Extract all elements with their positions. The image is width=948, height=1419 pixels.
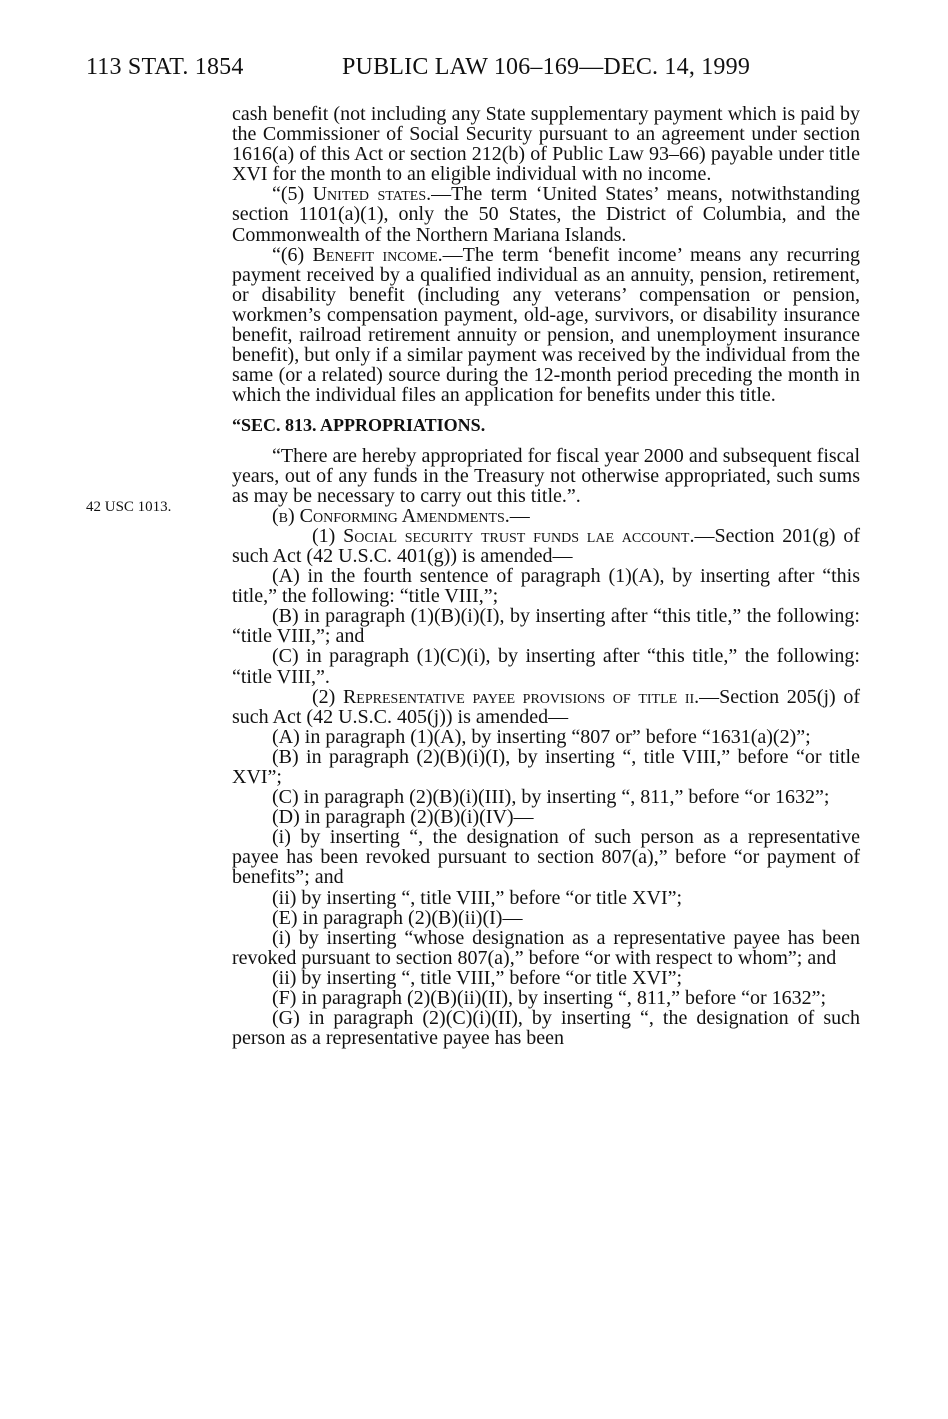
statute-page-number: 113 STAT. 1854: [86, 54, 244, 80]
paragraph-b1b: (B) in paragraph (1)(B)(i)(I), by inserting after “this title,” the following: “title VIII,”; and: [232, 605, 860, 648]
text-united-states: —The term ‘United States’ means, notwithstanding section 1101(a)(1), only the 50 States, the District of Columbia, and the Commonwealth of the Northern Mariana Islands.: [232, 183, 860, 246]
text-benefit-income: —The term ‘benefit income’ means any recurring payment received by a qualified individual as an annuity, pension, retirement, or disability benefit (including any veterans’ compensation or pension, workmen’s compensation payment, old-age, survivors, or disability insurance benefit, railroad retirement annuity or pension, and unemployment insurance benefit), but only if a similar payment was received by the individual from the same (or a related) source during the 12-month period preceding the month in which the individual files an application for benefits under this title.: [232, 243, 860, 407]
document-body: [232, 104, 860, 1048]
paragraph-cash-benefit: cash benefit (not including any State supplementary payment which is paid by the Commissioner of Social Security pursuant to an agreement under section 1616(a) of this Act or section 212(b) of Public Law 93–66) payable under title XVI for the month to an eligible individual with no income.: [232, 103, 860, 186]
paragraph-b2b: (B) in paragraph (2)(B)(i)(I), by inserting “, title VIII,” before “or title XVI”;: [232, 745, 860, 788]
paragraph-conforming-amendments: [232, 506, 860, 526]
paragraph-b2e: (E) in paragraph (2)(B)(ii)(I)—: [272, 906, 523, 929]
paragraph-b2d-ii: (ii) by inserting “, title VIII,” before “or title XVI”;: [272, 886, 683, 909]
paragraph-b2f: (F) in paragraph (2)(B)(ii)(II), by inserting “, 811,” before “or 1632”;: [272, 987, 827, 1010]
paragraph-united-states: [232, 184, 860, 244]
text-trust-funds: —Section 201(g) of such Act (42 U.S.C. 401(g)) is amended—: [232, 524, 860, 567]
paragraph-b2e-ii: (ii) by inserting “, title VIII,” before “or title XVI”;: [272, 966, 683, 989]
dash: —: [509, 504, 530, 527]
heading-rep-payee: (2) Representative payee provisions of title ii.: [312, 685, 700, 708]
paragraph-b2e-i: (i) by inserting “whose designation as a representative payee has been revoked pursuant to section 807(a),” before “or with respect to whom”; and: [232, 926, 860, 969]
paragraph-b2a: (A) in paragraph (1)(A), by inserting “807 or” before “1631(a)(2)”;: [272, 725, 811, 748]
heading-conforming-amendments: (b) Conforming Amendments.: [272, 504, 510, 527]
public-law-title: PUBLIC LAW 106–169—DEC. 14, 1999: [342, 54, 751, 80]
paragraph-b2c: (C) in paragraph (2)(B)(i)(III), by inserting “, 811,” before “or 1632”;: [272, 786, 830, 809]
heading-benefit-income: “(6) Benefit income.: [272, 243, 443, 266]
paragraph-b2g: (G) in paragraph (2)(C)(i)(II), by inserting “, the designation of such person as a representative payee has been: [232, 1007, 860, 1050]
paragraph-appropriations: “There are hereby appropriated for fiscal year 2000 and subsequent fiscal years, out of any funds in the Treasury not otherwise appropriated, such sums as may be necessary to carry out this title.”.: [232, 444, 860, 507]
page-header: [0, 54, 948, 84]
paragraph-b1c: (C) in paragraph (1)(C)(i), by inserting after “this title,” the following: “title VIII,”.: [232, 645, 860, 688]
paragraph-rep-payee: [232, 687, 860, 727]
paragraph-trust-funds: [232, 526, 860, 566]
paragraph-b2d-i: (i) by inserting “, the designation of such person as a representative payee has been revoked pursuant to section 807(a),” before “or payment of benefits”; and: [232, 826, 860, 889]
heading-united-states: “(5) United states.: [272, 183, 432, 206]
section-813-heading: “SEC. 813. APPROPRIATIONS.: [232, 415, 486, 436]
paragraph-b2d: (D) in paragraph (2)(B)(i)(IV)—: [272, 806, 534, 829]
paragraph-benefit-income: [232, 245, 860, 406]
usc-margin-note: 42 USC 1013.: [86, 499, 172, 515]
heading-trust-funds: (1) Social security trust funds lae account.: [312, 524, 695, 547]
text-rep-payee: —Section 205(j) of such Act (42 U.S.C. 405(j)) is amended—: [232, 685, 860, 728]
paragraph-b1a: (A) in the fourth sentence of paragraph (1)(A), by inserting after “this title,” the following: “title VIII,”;: [232, 565, 860, 608]
